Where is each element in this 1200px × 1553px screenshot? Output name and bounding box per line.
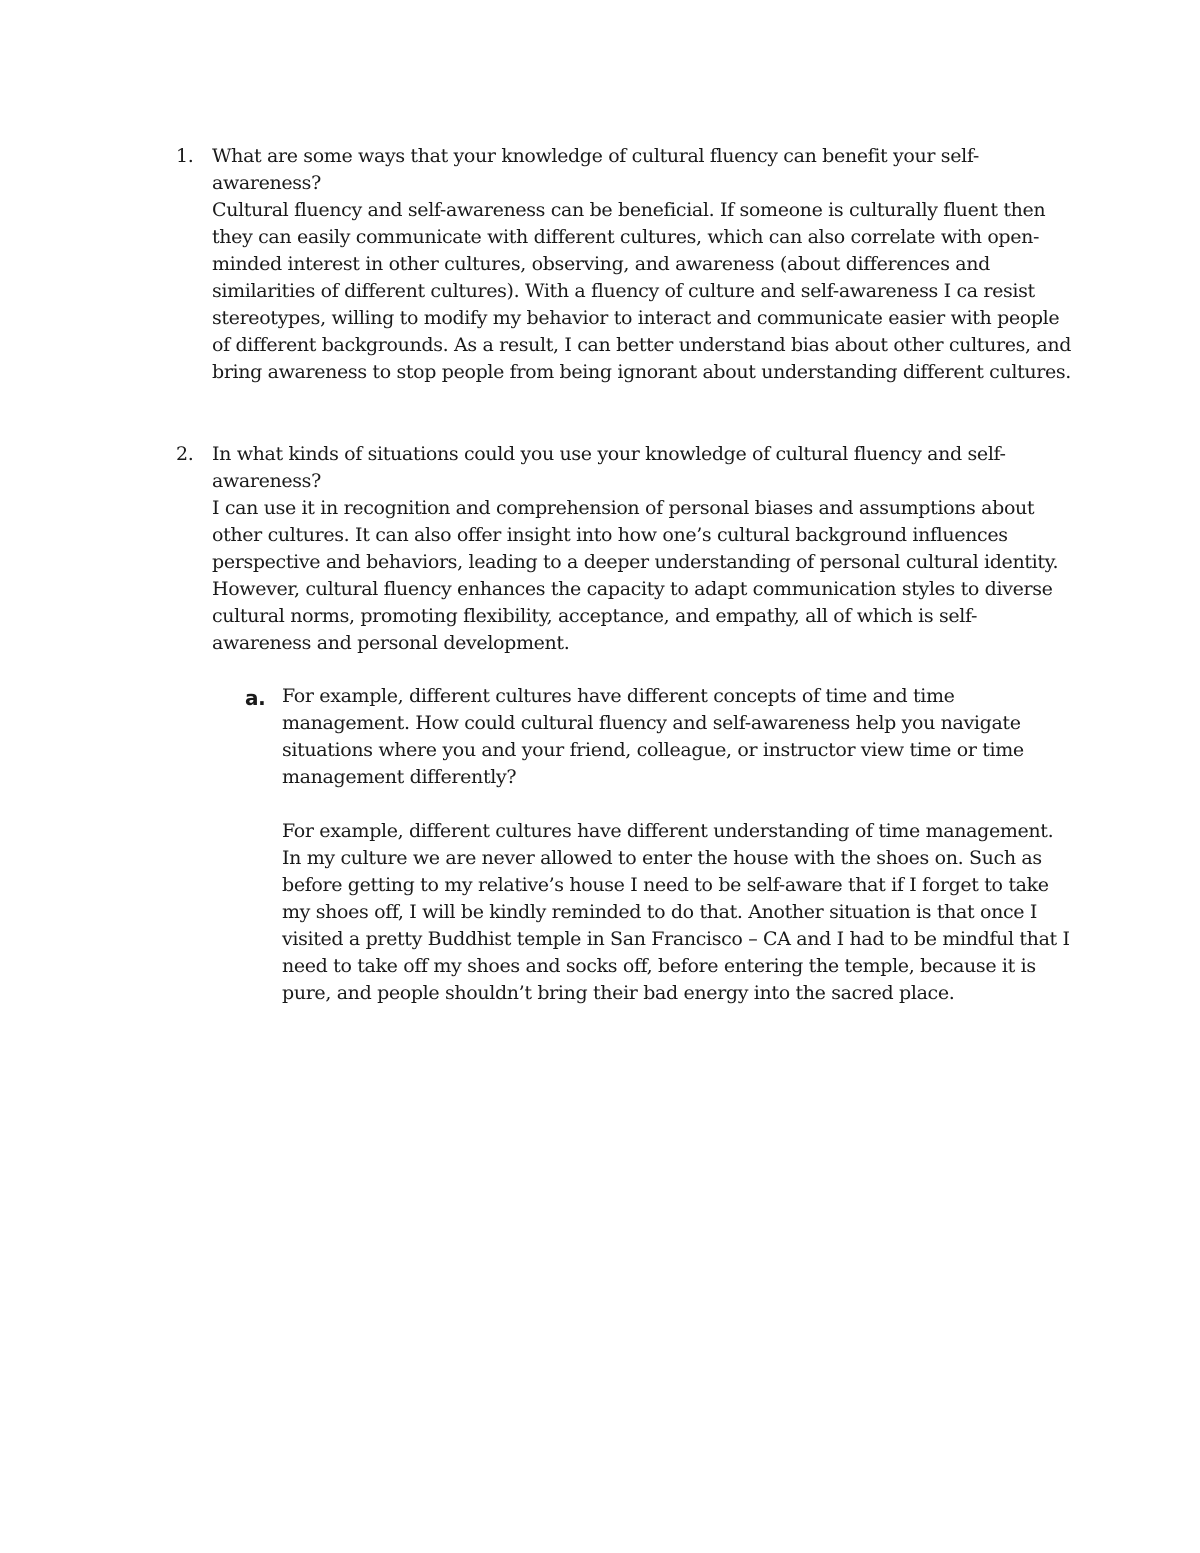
subquestion-answer-text: For example, different cultures have different understanding of time management. In my culture we are never allowed to enter the house with the shoes on. Such as before getting to my relative’s house I need to be self-aware that if I forget to take my shoes off, I will be kindly reminded to do that. Another situation is that once I visited a pretty Buddhist temple in San Francisco – CA and I had to be mindful that I need to take off my shoes and socks off, before entering the temple, because it is pure, and people shouldn’t bring their bad energy into the sacred place. bbox=[282, 820, 1070, 1004]
subquestion-item-a bbox=[245, 683, 1075, 1007]
list-number: 1. bbox=[176, 145, 194, 167]
list-letter: a. bbox=[245, 686, 266, 710]
subquestion-text: For example, different cultures have different concepts of time and time management. How could cultural fluency and self-awareness help you navigate situations where you and your friend, colleague, or instructor view time or time management differently? bbox=[282, 685, 1024, 788]
answer-text: I can use it in recognition and comprehension of personal biases and assumptions about other cultures. It can also offer insight into how one’s cultural background influences perspective and behaviors, leading to a deeper understanding of personal cultural identity. However, cultural fluency enhances the capacity to adapt communication styles to diverse cultural norms, promoting flexibility, acceptance, and empathy, all of which is self-awareness and personal development. bbox=[212, 497, 1059, 654]
question-text: What are some ways that your knowledge of cultural fluency can benefit your self-awareness? bbox=[212, 145, 979, 194]
question-item-2 bbox=[176, 441, 1076, 657]
list-number: 2. bbox=[176, 443, 194, 465]
question-body bbox=[212, 143, 1076, 386]
question-text: In what kinds of situations could you use your knowledge of cultural fluency and self-awareness? bbox=[212, 443, 1006, 492]
question-body bbox=[212, 441, 1076, 657]
answer-text: Cultural fluency and self-awareness can be beneficial. If someone is culturally fluent then they can easily communicate with different cultures, which can also correlate with open-minded interest in other cultures, observing, and awareness (about differences and similarities of different cultures). With a fluency of culture and self-awareness I ca resist stereotypes, willing to modify my behavior to interact and communicate easier with people of different backgrounds. As a result, I can better understand bias about other cultures, and bring awareness to stop people from being ignorant about understanding different cultures. bbox=[212, 199, 1072, 383]
subquestion-body bbox=[282, 683, 1075, 1007]
question-item-1 bbox=[176, 143, 1076, 386]
